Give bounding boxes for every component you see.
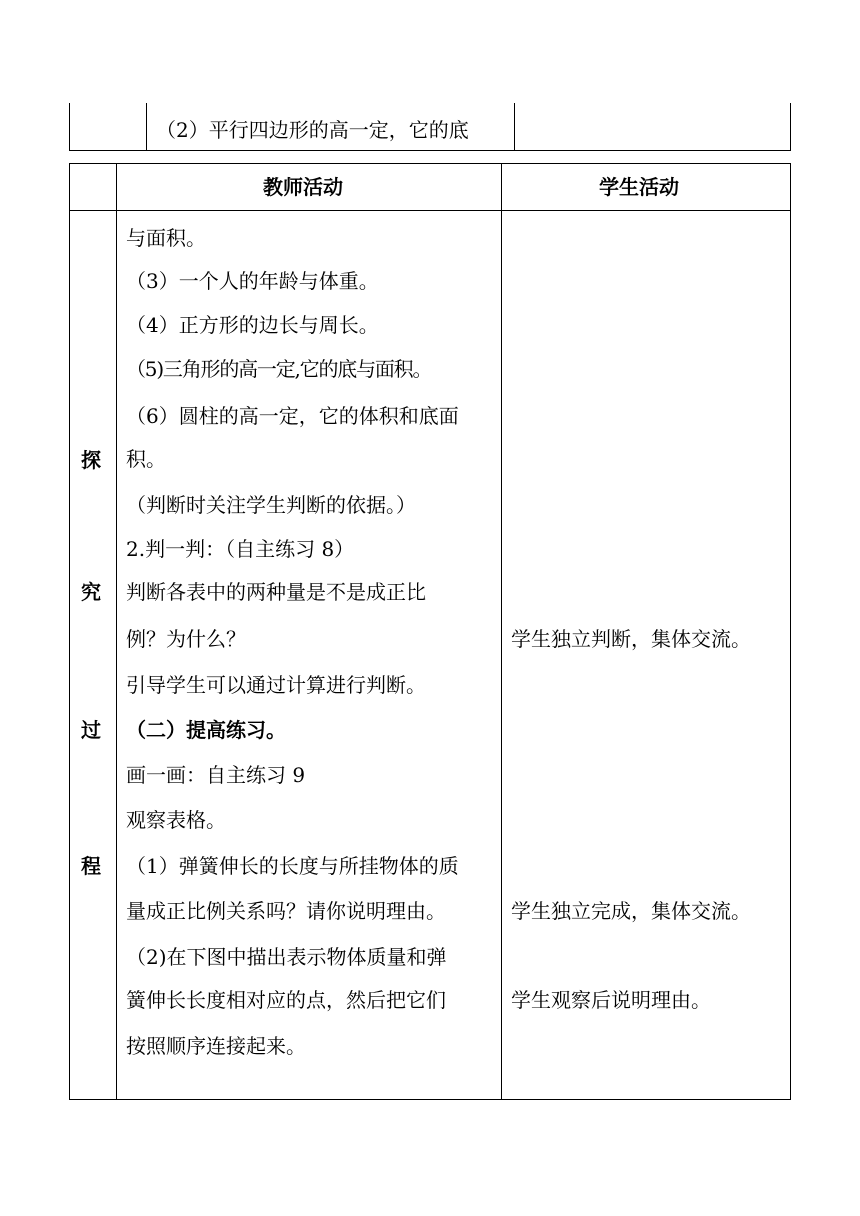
teacher-line: 画一画：自主练习 9 [126, 763, 306, 787]
student-line: 学生独立判断，集体交流。 [511, 627, 751, 651]
teacher-line: （6）圆柱的高一定，它的体积和底面 [126, 404, 459, 428]
teacher-line: （2)在下图中描出表示物体质量和弹 [126, 945, 447, 969]
teacher-line: （1）弹簧伸长的长度与所挂物体的质 [126, 854, 459, 878]
teacher-line: （4）正方形的边长与周长。 [126, 313, 379, 337]
teacher-line: 积。 [126, 447, 166, 471]
side-label-char: 过 [81, 718, 101, 742]
top-table-text: （2）平行四边形的高一定，它的底 [156, 118, 469, 142]
teacher-line: （5)三角形的高一定,它的底与面积。 [126, 357, 432, 381]
teacher-line: 量成正比例关系吗？请你说明理由。 [126, 899, 446, 923]
main-table-border [69, 163, 791, 164]
main-table-border [501, 163, 502, 1100]
main-table-border [790, 163, 791, 1100]
main-table-border [116, 163, 117, 1100]
top-table-border [69, 150, 791, 151]
top-table-border [146, 103, 147, 151]
teacher-line: 引导学生可以通过计算进行判断。 [126, 673, 426, 697]
side-label-char: 程 [81, 854, 101, 878]
header-student-activity: 学生活动 [599, 175, 679, 199]
teacher-line: 判断各表中的两种量是不是成正比 [126, 580, 426, 604]
student-line: 学生观察后说明理由。 [511, 988, 711, 1012]
header-teacher-activity: 教师活动 [263, 175, 343, 199]
teacher-line: 观察表格。 [126, 808, 226, 832]
teacher-line: 2.判一判：（自主练习 8） [126, 537, 355, 561]
teacher-line: （判断时关注学生判断的依据。） [126, 493, 416, 517]
teacher-line: 簧伸长长度相对应的点，然后把它们 [126, 988, 446, 1012]
teacher-line: 按照顺序连接起来。 [126, 1034, 306, 1058]
main-table-border [69, 163, 70, 1100]
teacher-line: 例？为什么？ [126, 627, 246, 651]
main-table-border [69, 210, 791, 211]
side-label-char: 探 [81, 448, 101, 472]
top-table-border [790, 103, 791, 151]
teacher-line: （3）一个人的年龄与体重。 [126, 269, 379, 293]
top-table-border [514, 103, 515, 151]
top-table-border [69, 103, 70, 151]
teacher-line-heading: （二）提高练习。 [126, 718, 286, 742]
side-label-char: 究 [81, 580, 101, 604]
student-line: 学生独立完成，集体交流。 [511, 899, 751, 923]
teacher-line: 与面积。 [126, 226, 206, 250]
main-table-border [69, 1099, 791, 1100]
